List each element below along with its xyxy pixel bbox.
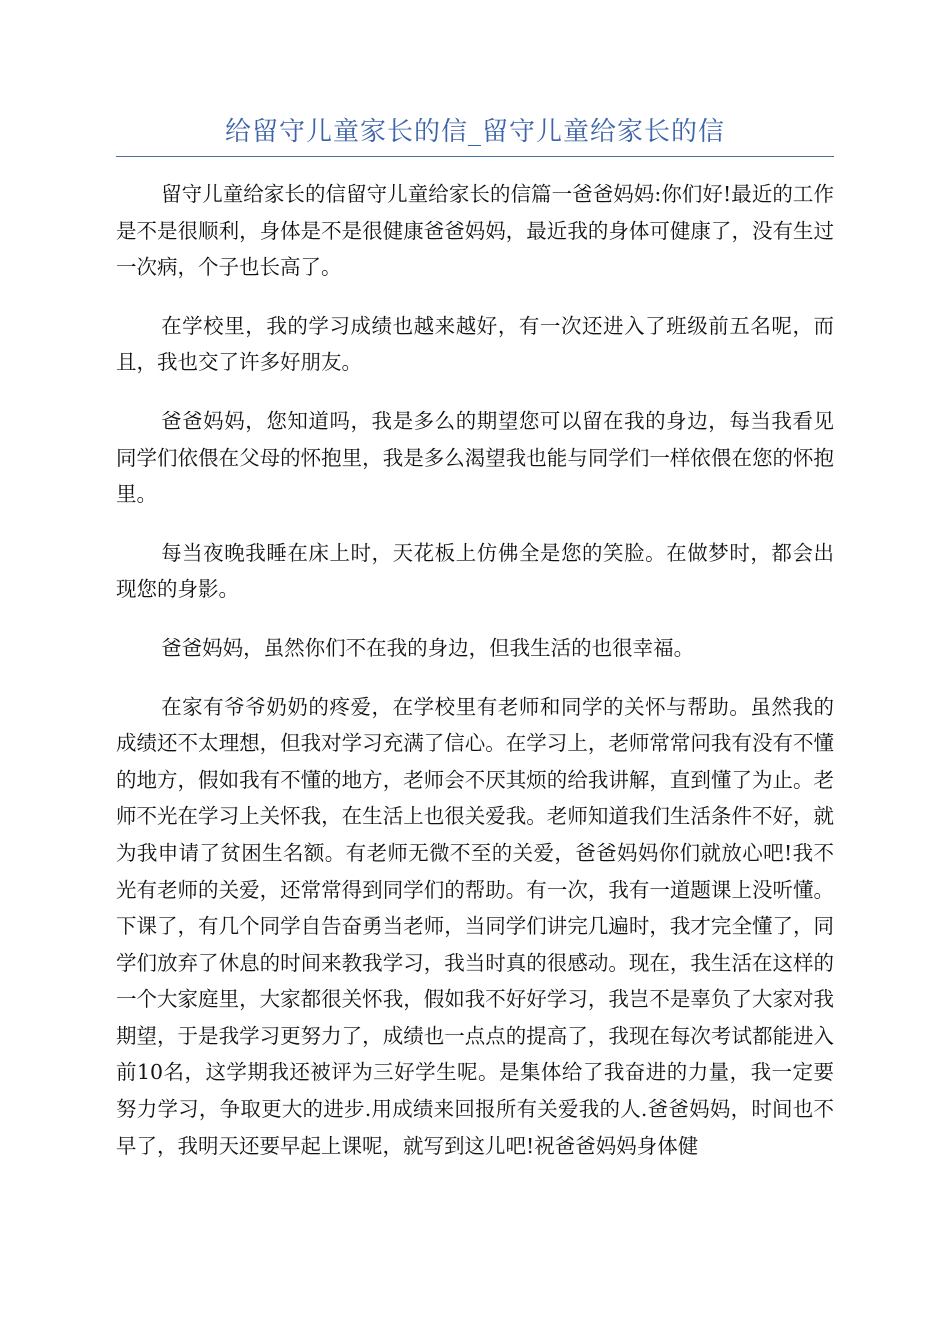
paragraph-6: 在家有爷爷奶奶的疼爱，在学校里有老师和同学的关怀与帮助。虽然我的成绩还不太理想，但我对学习充满了信心。在学习上，老师常常问我有没有不懂的地方，假如我有不懂的地方，老师会不厌其烦的给我讲解，直到懂了为止。老师不光在学习上关怀我，在生活上也很关爱我。老师知道我们生活条件不好，就为我申请了贫困生名额。有老师无微不至的关爱，爸爸妈妈你们就放心吧!我不光有老师的关爱，还常常得到同学们的帮助。有一次，我有一道题课上没听懂。下课了，有几个同学自告奋勇当老师，当同学们讲完几遍时，我才完全懂了，同学们放弃了休息的时间来教我学习，我当时真的很感动。现在，我生活在这样的一个大家庭里，大家都很关怀我，假如我不好好学习，我岂不是辜负了大家对我期望，于是我学习更努力了，成绩也一点点的提高了，我现在每次考试都能进入前10名，这学期我还被评为三好学生呢。是集体给了我奋进的力量，我一定要努力学习，争取更大的进步.用成绩来回报所有关爱我的人.爸爸妈妈，时间也不早了，我明天还要早起上课呢，就写到这儿吧!祝爸爸妈妈身体健	[116, 694, 834, 1158]
page-title: 给留守儿童家长的信_留守儿童给家长的信	[224, 117, 725, 147]
letter-body	[116, 176, 834, 1186]
paragraph-4: 每当夜晚我睡在床上时，天花板上仿佛全是您的笑脸。在做梦时，都会出现您的身影。	[116, 540, 834, 602]
paragraph-2: 在学校里，我的学习成绩也越来越好，有一次还进入了班级前五名呢，而且，我也交了许多好朋友。	[116, 313, 834, 375]
paragraph-3: 爸爸妈妈，您知道吗，我是多么的期望您可以留在我的身边，每当我看见同学们依偎在父母的怀抱里，我是多么渴望我也能与同学们一样依偎在您的怀抱里。	[116, 408, 834, 507]
title-block	[116, 112, 834, 157]
paragraph-1: 留守儿童给家长的信留守儿童给家长的信篇一爸爸妈妈:你们好!最近的工作是不是很顺利，身体是不是很健康爸爸妈妈，最近我的身体可健康了，没有生过一次病，个子也长高了。	[116, 182, 834, 280]
paragraph-5: 爸爸妈妈，虽然你们不在我的身边，但我生活的也很幸福。	[161, 635, 695, 660]
